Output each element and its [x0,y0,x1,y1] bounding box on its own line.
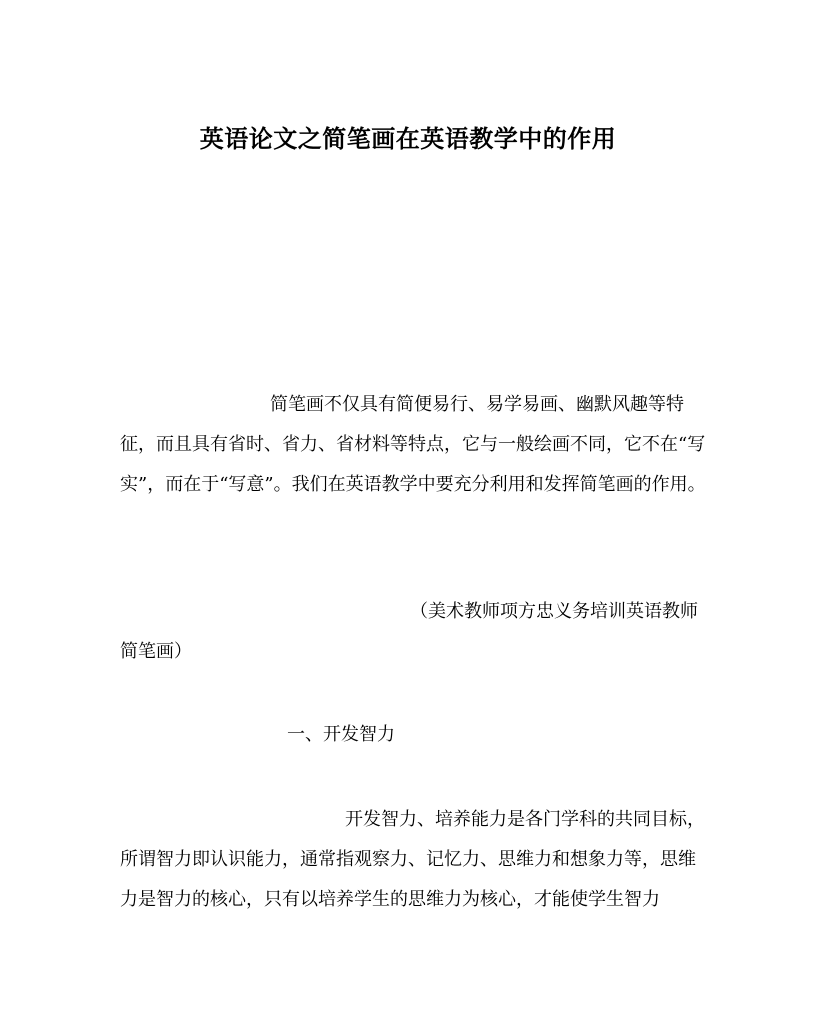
section-paragraph: 开发智力、培养能力是各门学科的共同目标，所谓智力即认识能力，通常指观察力、记忆力、思维力和想象力等，思维力是智力的核心，只有以培养学生的思维力为核心，才能使学生智力 [120,809,705,910]
intro-paragraph: 简笔画不仅具有简便易行、易学易画、幽默风趣等特征，而且具有省时、省力、省材料等特点，它与一般绘画不同，它不在“写实”，而在于“写意”。我们在英语教学中要充分利用和发挥简笔画的作用。 [120,394,706,495]
document-title: 英语论文之简笔画在英语教学中的作用 [199,124,617,154]
attribution-paragraph: （美术教师项方忠义务培训英语教师简笔画） [120,601,698,662]
section-heading: 一、开发智力 [287,724,395,745]
